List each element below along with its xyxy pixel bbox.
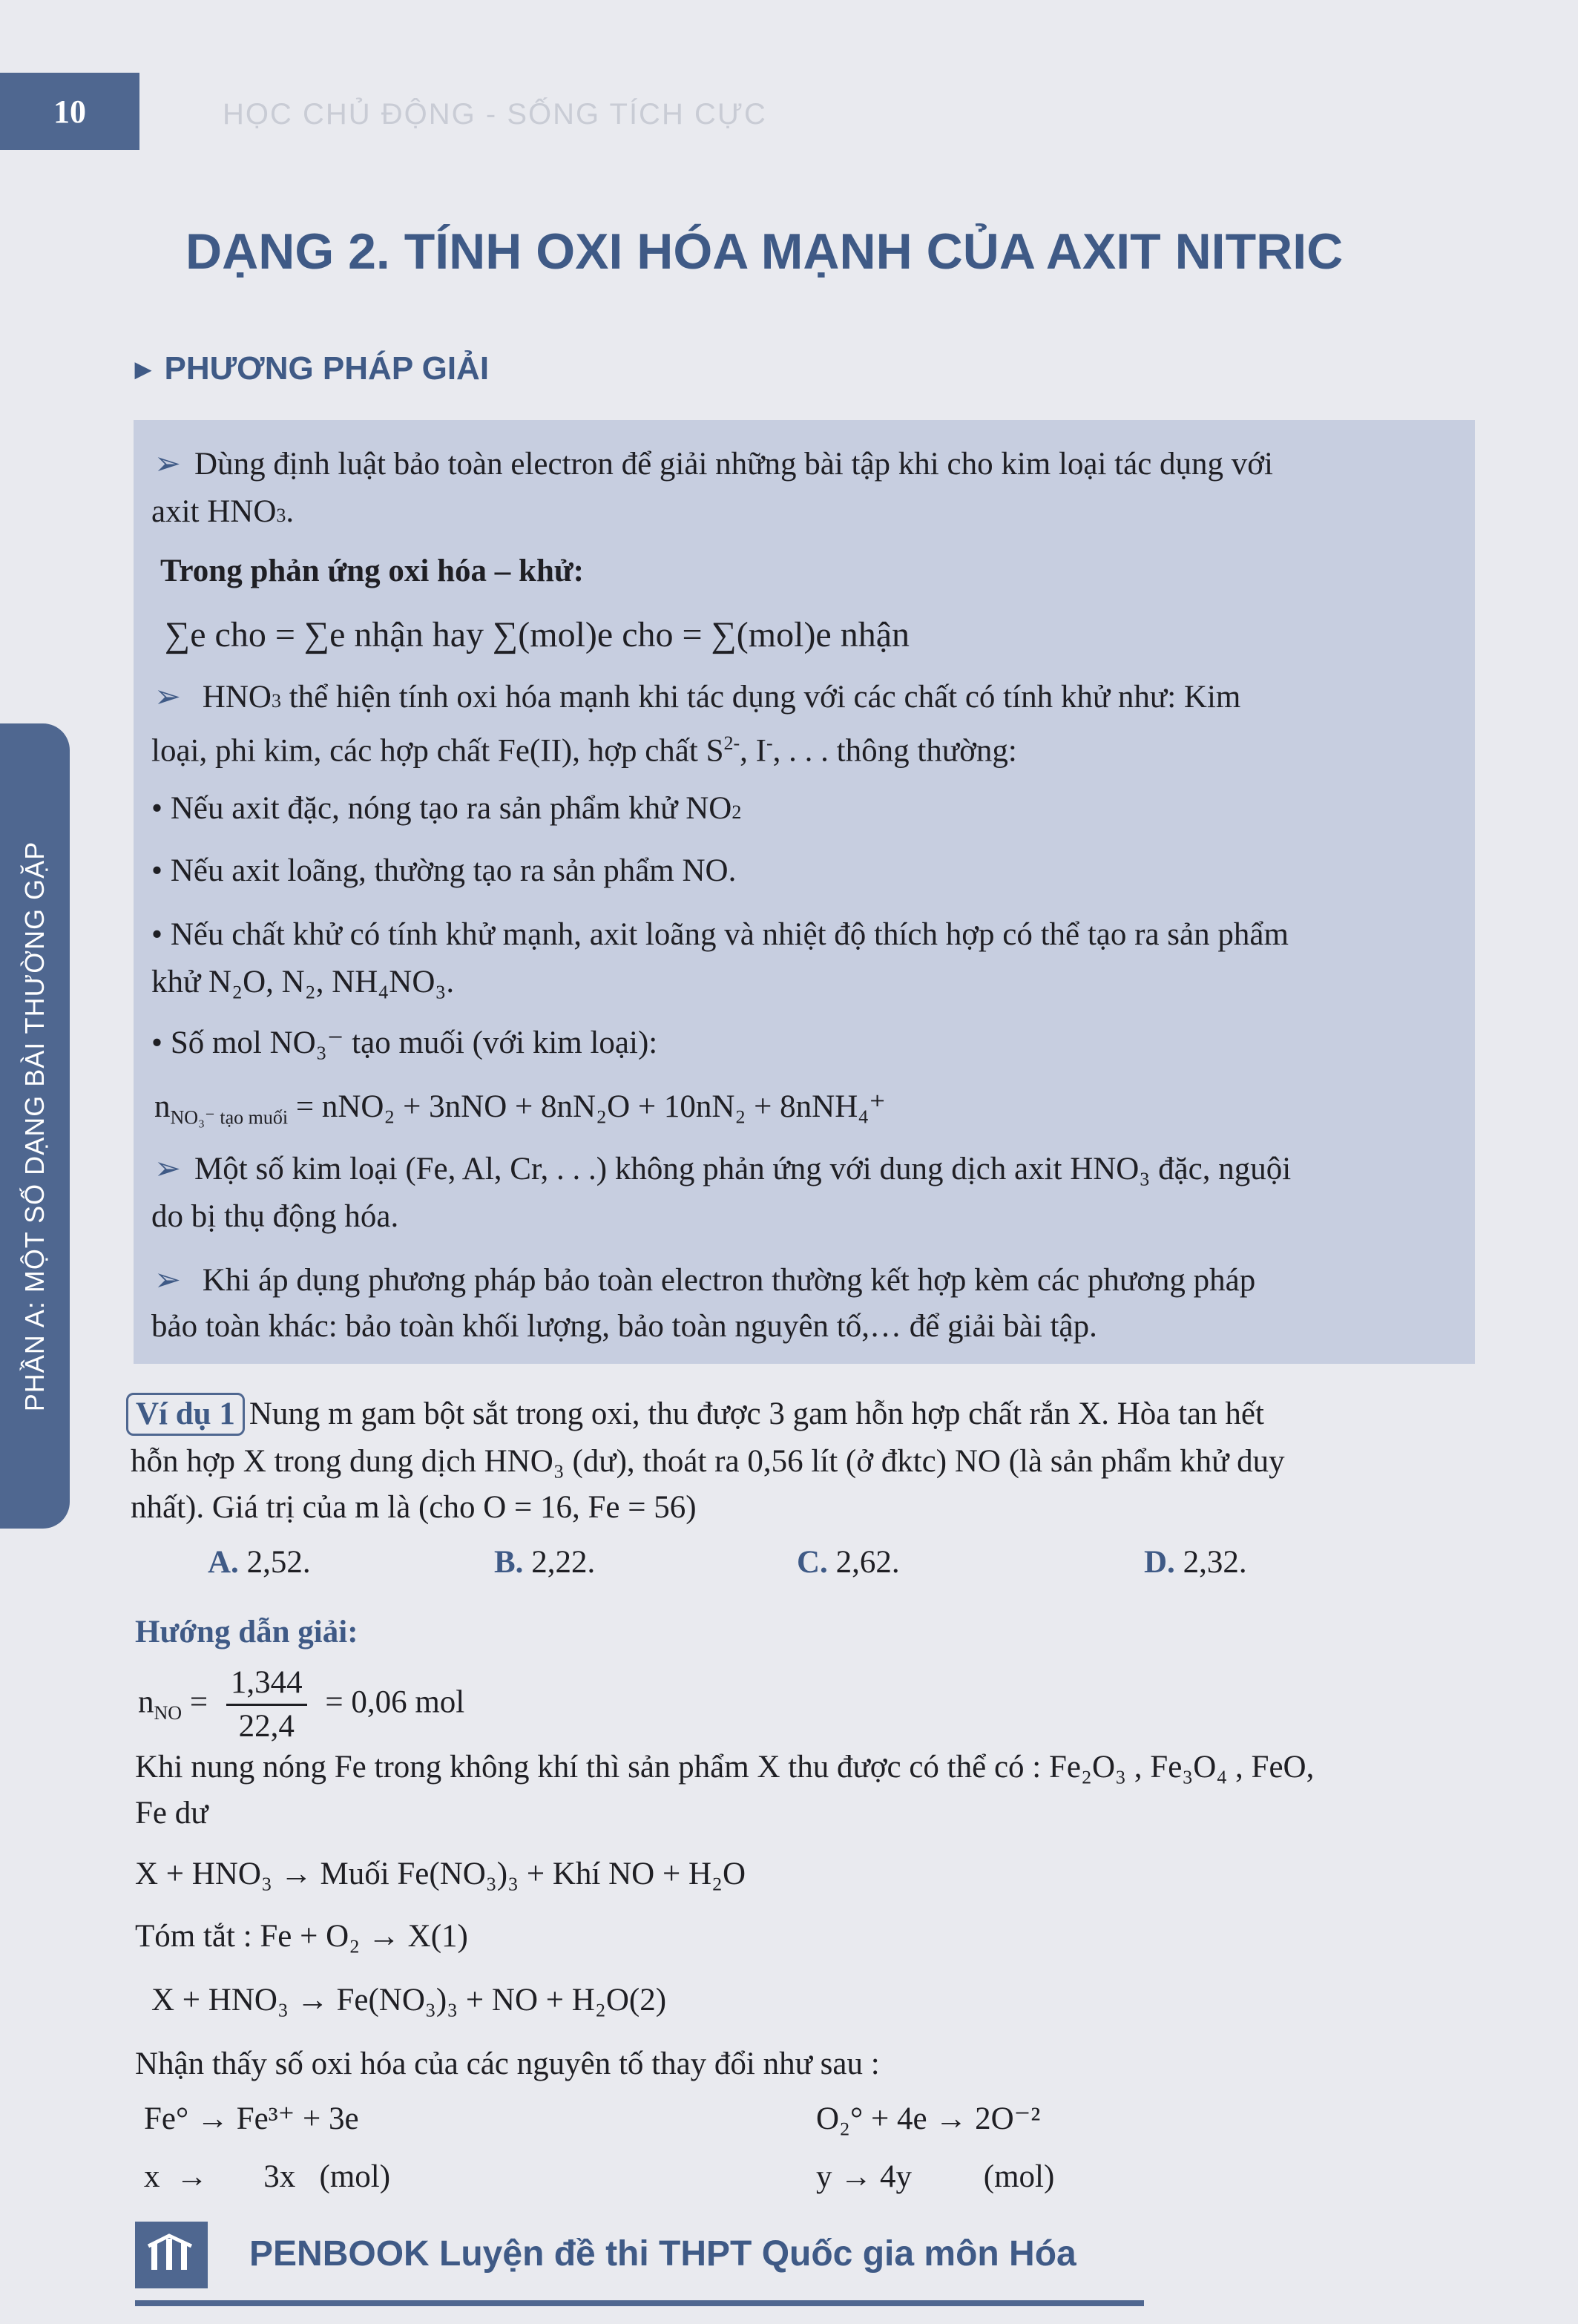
electron-balance-formula: ∑e cho = ∑e nhận hay ∑(mol)e cho = ∑(mol)e nhận: [165, 615, 910, 654]
bullet-dilute-acid: • Nếu axit loãng, thường tạo ra sản phẩm NO.: [151, 853, 737, 888]
bullet-strong-reducer: • Nếu chất khử có tính khử mạnh, axit loãng và nhiệt độ thích hợp có thể tạo ra sản phẩm: [151, 917, 1289, 952]
penbook-logo-icon: [135, 2222, 208, 2288]
solution-line-1: Khi nung nóng Fe trong không khí thì sản phẩm X thu được có thể có : Fe₂O₃ , Fe₃O₄ , FeO,: [135, 1750, 1315, 1785]
option-b: B. 2,22.: [494, 1545, 596, 1580]
bullet-strong-reducer-cont: khử N₂O, N₂, NH₄NO₃.: [151, 965, 455, 999]
method-point-1-cont: axit HNO3.: [151, 494, 295, 529]
method-point-2-cont: loại, phi kim, các hợp chất Fe(II), hợp chất $S^{2-}$, I-, . . . thông thường:: [151, 732, 1017, 769]
arrow-bullet-icon: ➢: [154, 680, 182, 715]
page-number: 10: [0, 73, 139, 150]
page-title: DẠNG 2. TÍNH OXI HÓA MẠNH CỦA AXIT NITRIC: [185, 223, 1344, 280]
fe-mol-line: x → 3x (mol): [144, 2159, 391, 2194]
solution-line-5: X + HNO₃ → Fe(NO₃)₃ + NO + H₂O(2): [151, 1983, 667, 2018]
example-label: Ví dụ 1: [126, 1393, 245, 1436]
side-tab: [0, 723, 70, 1529]
method-point-4: ➢ Khi áp dụng phương pháp bảo toàn electron thường kết hợp kèm các phương pháp: [154, 1263, 1256, 1298]
fe-oxidation-equation: Fe° → Fe³⁺ + 3e: [144, 2101, 359, 2136]
method-point-2: ➢ HNO3 thể hiện tính oxi hóa mạnh khi tác dụng với các chất có tính khử như: Kim: [154, 680, 1241, 715]
method-point-1: ➢ Dùng định luật bảo toàn electron để giải những bài tập khi cho kim loại tác dụng với: [154, 447, 1273, 482]
footer-bar: [135, 2300, 1144, 2306]
solution-line-2: Fe dư: [135, 1796, 208, 1831]
nitrate-salt-formula: $n_{NO_3^- tạo muối} = nNO_2 + 3nNO + 8nN_2O + 10nN_2 + 8nNH_4^+$: [154, 1089, 886, 1129]
method-point-4-cont: bảo toàn khác: bảo toàn khối lượng, bảo toàn nguyên tố,… để giải bài tập.: [151, 1309, 1097, 1344]
solution-line-3: X + HNO₃ → Muối Fe(NO₃)₃ + Khí NO + H₂O: [135, 1857, 746, 1891]
section-subtitle: ▶ PHƯƠNG PHÁP GIẢI: [135, 350, 490, 387]
solution-heading: Hướng dẫn giải:: [135, 1615, 358, 1650]
redox-heading: Trong phản ứng oxi hóa – khử:: [160, 554, 584, 588]
triangle-bullet-icon: ▶: [135, 358, 151, 381]
side-tab-label: PHẦN A: MỘT SỐ DẠNG BÀI THƯỜNG GẶP: [19, 841, 50, 1411]
option-c: C. 2,62.: [797, 1545, 900, 1580]
o2-reduction-equation: O₂° + 4e → 2O⁻²: [816, 2101, 1041, 2136]
solution-line-6: Nhận thấy số oxi hóa của các nguyên tố thay đổi như sau :: [135, 2046, 880, 2081]
arrow-bullet-icon: ➢: [154, 1263, 182, 1298]
option-a: A. 2,52.: [208, 1545, 311, 1580]
method-point-3: ➢ Một số kim loại (Fe, Al, Cr, . . .) không phản ứng với dung dịch axit HNO₃ đặc, nguội: [154, 1152, 1292, 1186]
arrow-bullet-icon: ➢: [154, 1152, 182, 1186]
solution-line-4: Tóm tắt : Fe + O₂ → X(1): [135, 1919, 468, 1954]
bullet-nitrate-salt: • Số mol NO₃⁻ tạo muối (với kim loại):: [151, 1025, 658, 1060]
n-no-calculation: $n_{NO}$ = $\frac{1,344}{22,4}$ = 0,06 mol: [138, 1662, 464, 1747]
fraction: $\frac{1,344}{22,4}$: [226, 1662, 307, 1747]
arrow-bullet-icon: ➢: [154, 447, 182, 482]
o2-mol-line: y → 4y (mol): [816, 2159, 1055, 2194]
bullet-concentrated-acid: • Nếu axit đặc, nóng tạo ra sản phẩm khử NO2: [151, 791, 742, 826]
example-question-line-3: nhất). Giá trị của m là (cho O = 16, Fe = 56): [131, 1490, 697, 1525]
example-question-line-2: hỗn hợp X trong dung dịch HNO₃ (dư), thoát ra 0,56 lít (ở đktc) NO (là sản phẩm khử duy: [131, 1444, 1285, 1479]
example-question: Ví dụ 1 Nung m gam bột sắt trong oxi, thu được 3 gam hỗn hợp chất rắn X. Hòa tan hết: [126, 1392, 1264, 1437]
bleed-through-header: HỌC CHỦ ĐỘNG - SỐNG TÍCH CỰC: [223, 98, 767, 131]
method-point-3-cont: do bị thụ động hóa.: [151, 1199, 399, 1234]
option-d: D. 2,32.: [1144, 1545, 1247, 1580]
footer-title: PENBOOK Luyện đề thi THPT Quốc gia môn Hóa: [249, 2234, 1076, 2274]
